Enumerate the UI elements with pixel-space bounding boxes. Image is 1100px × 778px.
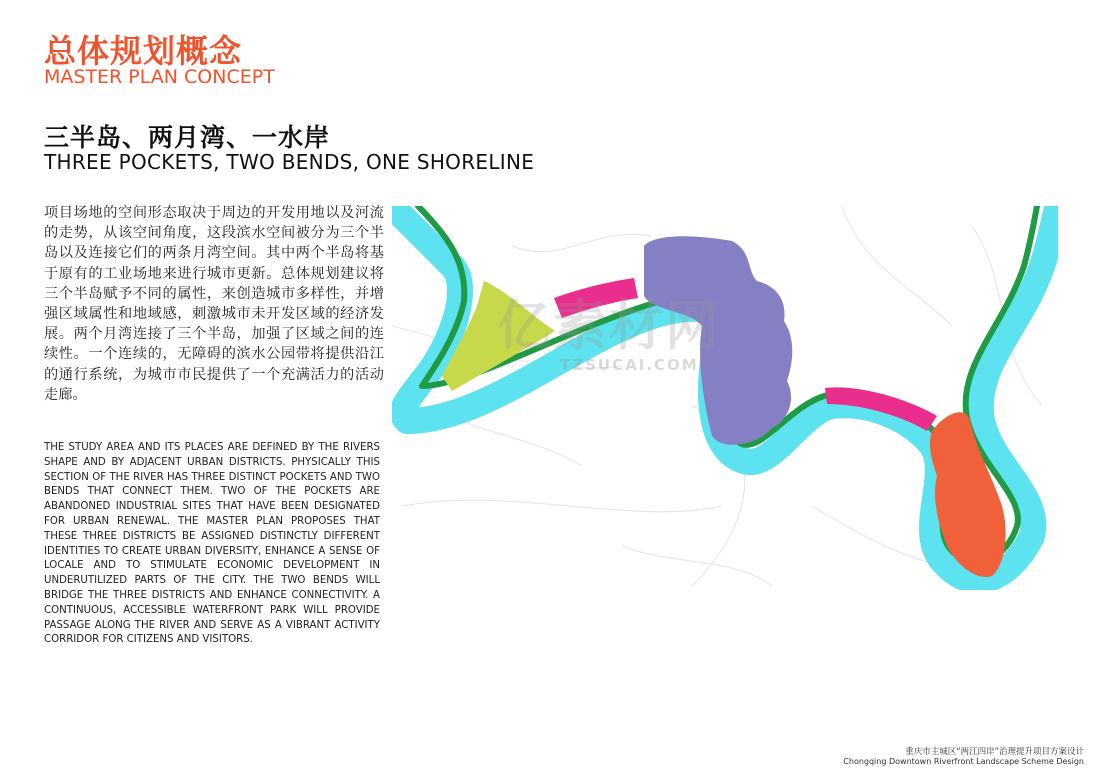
page-title-en: MASTER PLAN CONCEPT xyxy=(44,66,275,88)
section-heading-cn: 三半岛、两月湾、一水岸 xyxy=(44,123,331,152)
master-plan-map xyxy=(392,206,1058,590)
footer-project-en: Chongqing Downtown Riverfront Landscape Scheme Design xyxy=(843,757,1084,766)
footer-project-cn: 重庆市主城区“两江四岸”治理提升项目方案设计 xyxy=(905,747,1084,757)
section-heading-en: THREE POCKETS, TWO BENDS, ONE SHORELINE xyxy=(44,150,535,174)
description-cn: 项目场地的空间形态取决于周边的开发用地以及河流的走势，从该空间角度，这段滨水空间被分为三个半岛以及连接它们的两条月湾空间。其中两个半岛将基于原有的工业场地来进行城市更新。总体规划建议将三个半岛赋予不同的属性，来创造城市多样性，并增强区域属性和地域感，刺激城市未开发区域的经济发展。两个月湾连接了三个半岛，加强了区域之间的连续性。一个连续的，无障碍的滨水公园带将提供沿江的通行系统，为城市市民提供了一个充满活力的活动走廊。 xyxy=(44,205,384,403)
watermark-url: TZSUCAI.COM xyxy=(560,356,699,374)
watermark-text: 亿素材网 xyxy=(497,294,721,357)
page-title-cn: 总体规划概念 xyxy=(44,32,243,70)
description-en: THE STUDY AREA AND ITS PLACES ARE DEFINED BY THE RIVERS SHAPE AND BY ADJACENT URBAN DISTRICTS. PHYSICALLY THIS SECTION OF THE RIVER HAS THREE DISTINCT POCKETS AND TWO BENDS THAT CONNECT THEM. TWO OF THE POCKETS ARE ABANDONED INDUSTRIAL SITES THAT HAVE BEEN DESIGNATED FOR URBAN RENEWAL. THE MASTER PLAN PROPOSES THAT THESE THREE DISTRICTS BE ASSIGNED DISTINCTLY DIFFERENT IDENTITIES TO CREATE URBAN DIVERSITY, ENHANCE A SENSE OF LOCALE AND TO STIMULATE ECONOMIC DEVELOPMENT IN UNDERUTILIZED PARTS OF THE CITY. THE TWO BENDS WILL BRIDGE THE THREE DISTRICTS AND ENHANCE CONNECTIVITY. A CONTINUOUS, ACCESSIBLE WATERFRONT PARK WILL PROVIDE PASSAGE ALONG THE RIVER AND SERVE AS A VIBRANT ACTIVITY CORRIDOR FOR CITIZENS AND VISITORS. xyxy=(44,442,380,646)
